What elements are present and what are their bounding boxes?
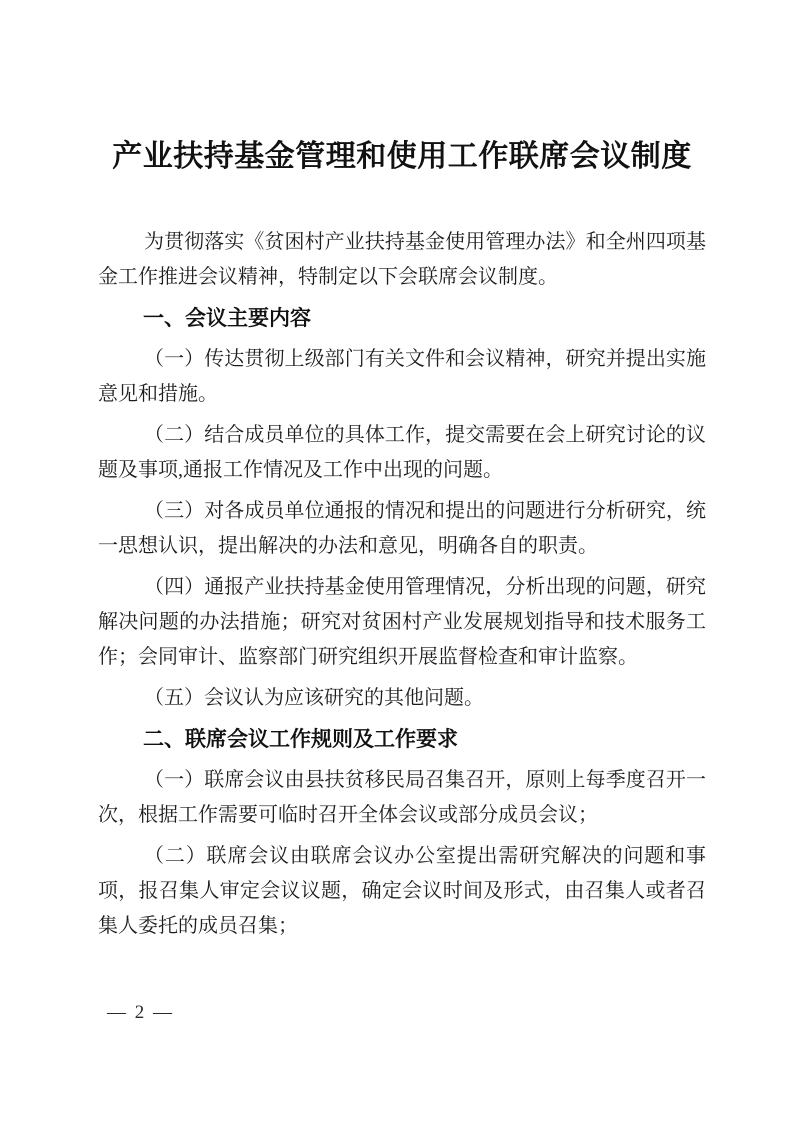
section-1-item-2: （二）结合成员单位的具体工作，提交需要在会上研究讨论的议题及事项,通报工作情况及工作中出现的问题。 <box>98 424 706 481</box>
section-2-item-2: （二）联席会议由联席会议办公室提出需研究解决的问题和事项，报召集人审定会议议题，确定会议时间及形式，由召集人或者召集人委托的成员召集； <box>98 845 706 937</box>
section-2-heading: 二、联席会议工作规则及工作要求 <box>143 728 458 751</box>
section-1-item-1: （一）传达贯彻上级部门有关文件和会议精神，研究并提出实施意见和措施。 <box>98 348 706 405</box>
page-content <box>98 0 706 950</box>
section-1-item-3: （三）对各成员单位通报的情况和提出的问题进行分析研究，统一思想认识，提出解决的办法和意见，明确各自的职责。 <box>98 500 706 557</box>
section-1-heading: 一、会议主要内容 <box>143 307 311 330</box>
document-title: 产业扶持基金管理和使用工作联席会议制度 <box>112 140 692 173</box>
section-1-item-5: （五）会议认为应该研究的其他问题。 <box>144 687 484 709</box>
intro-paragraph: 为贯彻落实《贫困村产业扶持基金使用管理办法》和全州四项基金工作推进会议精神，特制定以下会联席会议制度。 <box>98 231 706 288</box>
page-number: — 2 — <box>107 1002 174 1023</box>
section-2-item-1: （一）联席会议由县扶贫移民局召集召开，原则上每季度召开一次，根据工作需要可临时召开全体会议或部分成员会议； <box>98 769 706 826</box>
section-1-item-4: （四）通报产业扶持基金使用管理情况，分析出现的问题，研究解决问题的办法措施；研究对贫困村产业发展规划指导和技术服务工作；会同审计、监察部门研究组织开展监督检查和审计监察。 <box>98 576 706 668</box>
